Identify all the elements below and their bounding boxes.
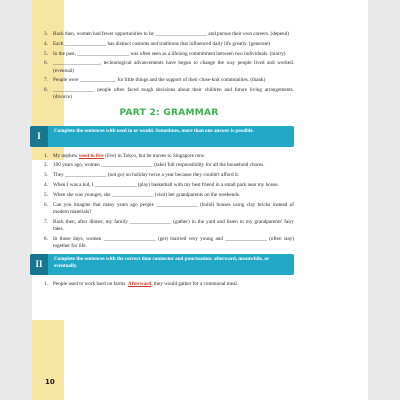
exercise-item: 3. They ________________ (not go) on holiday twice a year because they couldn't afford it. [44, 172, 240, 179]
exercise-item: 3. Back then, women had fewer opportunities to be ____________________ and pursue their own careers. (depend) [44, 31, 289, 37]
exercise-item: 7. Back then, after dinner, my family ________________ (gather) in the yard and listen to my grandparents' fairy tales. [44, 218, 294, 232]
exercise-item: 8. In those days, women ____________________ (get) married very young and ________________ (often stay) together for life. [44, 235, 294, 249]
example-answer: Afterward [127, 280, 152, 287]
part1-exercise-list [44, 31, 294, 102]
exercise-item: 6. __________________, technological advancements have begun to change the way people lived and worked. (eventual) [44, 60, 294, 74]
section2-instruction: Complete the sentences with the correct time connector and punctuation: afterward, meanwhile, or eventually. [54, 255, 270, 269]
section1-exercise-list [44, 153, 294, 250]
exercise-item: 5. In the past, ____________________ was often seen as a lifelong commitment between two individuals. (marry) [44, 50, 286, 57]
section1-instruction: Complete the sentences with used to or would. Sometimes, more than one answer is possible. [54, 127, 254, 134]
exercise-item: 4. When I was a kid, I ________________ (play) basketball with my best friend in a small park near my house. [44, 181, 280, 188]
page-content [35, 31, 294, 291]
section1-roman-numeral: I [30, 126, 48, 147]
part2-title: PART 2: GRAMMAR [119, 107, 219, 118]
exercise-item: 7. People were ______________ for little things and the support of their close-knit communities. (thank) [44, 77, 266, 84]
exercise-item: 4. Each ________________ has distinct customs and traditions that influenced daily life greatly. (generate) [44, 40, 271, 47]
exercise-item: 8. ________________ people often faced tough decisions about their children and future living arrangements. (divorce) [44, 87, 294, 101]
exercise-item: 1. People used to work hard on farms. Afterward, they would gather for a communal meal. [44, 280, 239, 287]
section1-instruction-bar [30, 126, 294, 147]
page-number: 10 [45, 378, 55, 386]
section2-instruction-bar [30, 254, 294, 275]
exercise-item: 1. My nephew used to live (live) in Tokyo, but he moves to Singapore now. [44, 152, 206, 159]
section2-exercise-list [44, 281, 294, 288]
exercise-item: 2. 100 years ago, women ____________________ (take) full responsibility for all the household chores. [44, 162, 265, 169]
exercise-item: 6. Can you imagine that many years ago people ________________ (build) houses using clay bricks instead of modern materials? [44, 201, 294, 215]
exercise-item: 5. When she was younger, she ________________ (visit) her grandparents on the weekends. [44, 191, 241, 198]
bottom-yellow-band [32, 320, 64, 400]
example-answer: used to live [78, 152, 104, 159]
section2-roman-numeral: II [30, 254, 48, 275]
